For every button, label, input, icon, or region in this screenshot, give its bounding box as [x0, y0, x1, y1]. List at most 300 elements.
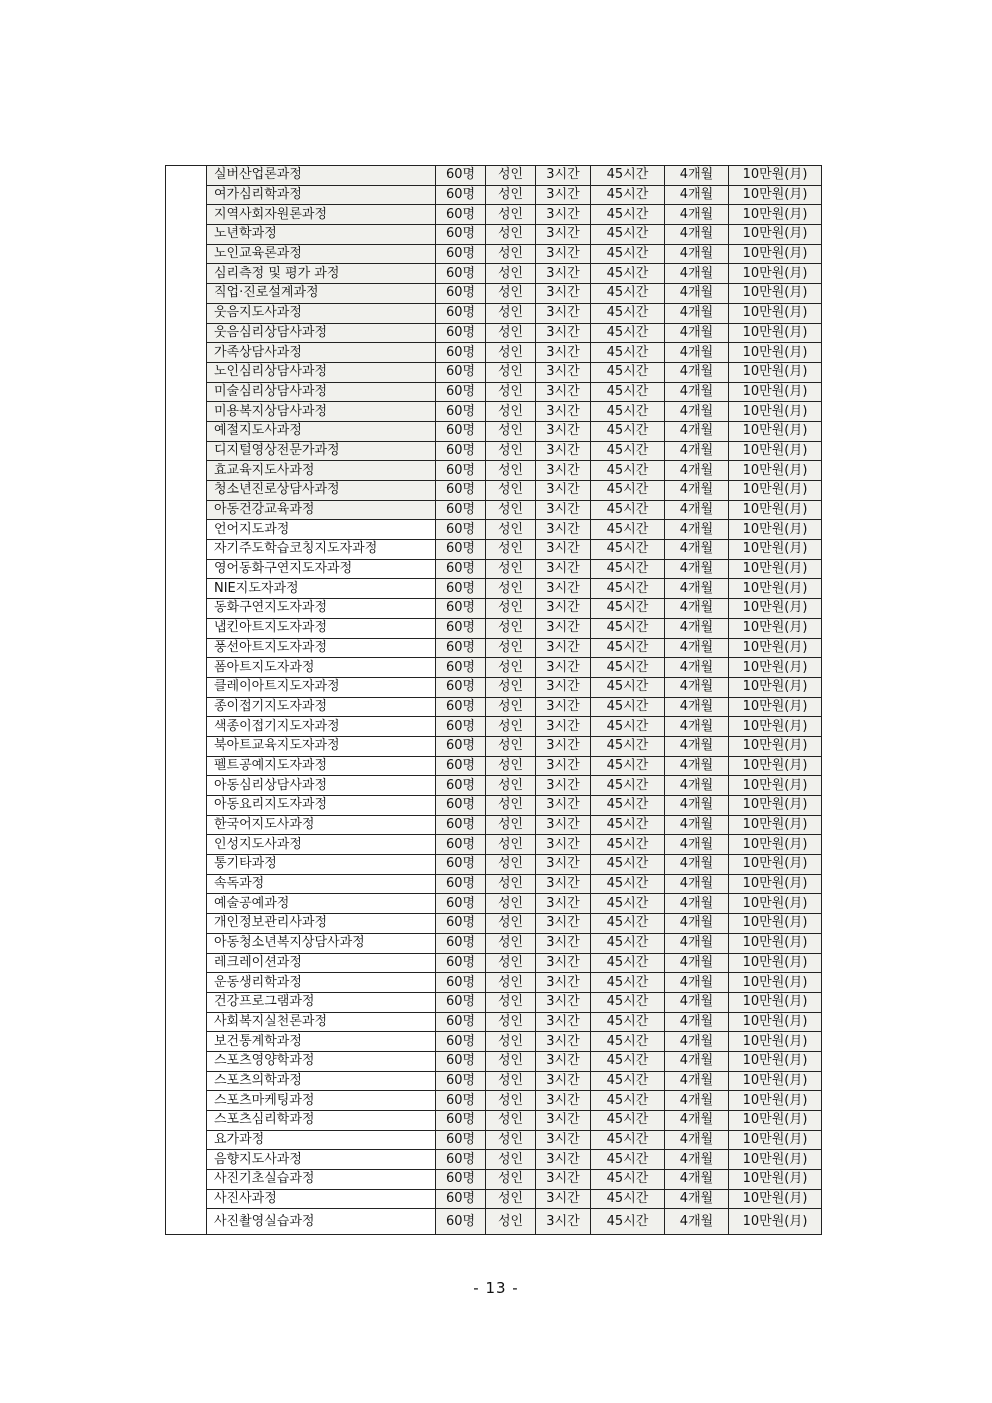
course-name: 디지털영상전문가과정	[207, 441, 436, 461]
table-row	[166, 638, 822, 658]
course-fee: 10만원(月)	[729, 736, 822, 756]
course-target: 성인	[486, 284, 536, 304]
course-duration: 4개월	[665, 933, 729, 953]
course-total-hours: 45시간	[591, 284, 665, 304]
table-row	[166, 244, 822, 264]
course-total-hours: 45시간	[591, 343, 665, 363]
table-row	[166, 461, 822, 481]
table-row	[166, 579, 822, 599]
course-total-hours: 45시간	[591, 402, 665, 422]
course-target: 성인	[486, 855, 536, 875]
course-total-hours: 45시간	[591, 756, 665, 776]
course-target: 성인	[486, 1130, 536, 1150]
course-capacity: 60명	[436, 874, 486, 894]
course-fee: 10만원(月)	[729, 500, 822, 520]
course-capacity: 60명	[436, 697, 486, 717]
course-fee: 10만원(月)	[729, 421, 822, 441]
table-row	[166, 540, 822, 560]
course-hours-per-day: 3시간	[536, 1071, 591, 1091]
course-total-hours: 45시간	[591, 323, 665, 343]
course-capacity: 60명	[436, 736, 486, 756]
course-hours-per-day: 3시간	[536, 579, 591, 599]
course-target: 성인	[486, 1150, 536, 1170]
course-total-hours: 45시간	[591, 953, 665, 973]
course-name: 실버산업론과정	[207, 166, 436, 186]
course-capacity: 60명	[436, 1189, 486, 1209]
course-duration: 4개월	[665, 874, 729, 894]
course-fee: 10만원(月)	[729, 717, 822, 737]
course-capacity: 60명	[436, 599, 486, 619]
course-total-hours: 45시간	[591, 421, 665, 441]
course-capacity: 60명	[436, 855, 486, 875]
course-total-hours: 45시간	[591, 382, 665, 402]
course-capacity: 60명	[436, 461, 486, 481]
course-hours-per-day: 3시간	[536, 244, 591, 264]
course-duration: 4개월	[665, 540, 729, 560]
course-name: 폼아트지도자과정	[207, 658, 436, 678]
course-duration: 4개월	[665, 1189, 729, 1209]
course-hours-per-day: 3시간	[536, 855, 591, 875]
table-row	[166, 914, 822, 934]
course-name: 노년학과정	[207, 225, 436, 245]
course-target: 성인	[486, 264, 536, 284]
course-capacity: 60명	[436, 284, 486, 304]
course-capacity: 60명	[436, 658, 486, 678]
course-name: 아동심리상담사과정	[207, 776, 436, 796]
table-row	[166, 264, 822, 284]
course-target: 성인	[486, 520, 536, 540]
course-duration: 4개월	[665, 953, 729, 973]
course-capacity: 60명	[436, 973, 486, 993]
course-hours-per-day: 3시간	[536, 520, 591, 540]
course-name: 개인정보관리사과정	[207, 914, 436, 934]
category-cell	[166, 166, 207, 1235]
course-total-hours: 45시간	[591, 599, 665, 619]
course-target: 성인	[486, 1071, 536, 1091]
course-hours-per-day: 3시간	[536, 303, 591, 323]
course-table-body	[166, 166, 822, 1235]
course-fee: 10만원(月)	[729, 244, 822, 264]
course-duration: 4개월	[665, 1032, 729, 1052]
course-target: 성인	[486, 579, 536, 599]
course-duration: 4개월	[665, 717, 729, 737]
course-name: NIE지도자과정	[207, 579, 436, 599]
course-duration: 4개월	[665, 225, 729, 245]
course-capacity: 60명	[436, 1111, 486, 1131]
course-fee: 10만원(月)	[729, 914, 822, 934]
table-row	[166, 1111, 822, 1131]
course-name: 노인교육론과정	[207, 244, 436, 264]
course-capacity: 60명	[436, 776, 486, 796]
course-capacity: 60명	[436, 540, 486, 560]
course-capacity: 60명	[436, 421, 486, 441]
course-target: 성인	[486, 559, 536, 579]
course-hours-per-day: 3시간	[536, 264, 591, 284]
course-capacity: 60명	[436, 1130, 486, 1150]
course-table	[165, 165, 822, 1235]
course-total-hours: 45시간	[591, 1170, 665, 1190]
course-fee: 10만원(月)	[729, 835, 822, 855]
course-duration: 4개월	[665, 796, 729, 816]
course-duration: 4개월	[665, 638, 729, 658]
page-number: - 13 -	[473, 1279, 519, 1297]
course-hours-per-day: 3시간	[536, 1012, 591, 1032]
table-row	[166, 205, 822, 225]
course-hours-per-day: 3시간	[536, 1209, 591, 1235]
table-row	[166, 933, 822, 953]
course-total-hours: 45시간	[591, 264, 665, 284]
course-capacity: 60명	[436, 402, 486, 422]
course-target: 성인	[486, 835, 536, 855]
course-capacity: 60명	[436, 1071, 486, 1091]
course-name: 운동생리학과정	[207, 973, 436, 993]
course-target: 성인	[486, 441, 536, 461]
course-total-hours: 45시간	[591, 618, 665, 638]
table-row	[166, 1012, 822, 1032]
course-duration: 4개월	[665, 815, 729, 835]
course-name: 클레이아트지도자과정	[207, 677, 436, 697]
course-capacity: 60명	[436, 992, 486, 1012]
course-hours-per-day: 3시간	[536, 481, 591, 501]
course-total-hours: 45시간	[591, 677, 665, 697]
table-row	[166, 815, 822, 835]
course-hours-per-day: 3시간	[536, 933, 591, 953]
course-target: 성인	[486, 1111, 536, 1131]
course-duration: 4개월	[665, 618, 729, 638]
course-hours-per-day: 3시간	[536, 776, 591, 796]
course-name: 레크레이션과정	[207, 953, 436, 973]
course-duration: 4개월	[665, 500, 729, 520]
course-total-hours: 45시간	[591, 1091, 665, 1111]
course-name: 스포츠심리학과정	[207, 1111, 436, 1131]
course-duration: 4개월	[665, 244, 729, 264]
table-row	[166, 303, 822, 323]
course-total-hours: 45시간	[591, 736, 665, 756]
course-total-hours: 45시간	[591, 658, 665, 678]
course-total-hours: 45시간	[591, 362, 665, 382]
course-hours-per-day: 3시간	[536, 461, 591, 481]
course-hours-per-day: 3시간	[536, 599, 591, 619]
table-row	[166, 855, 822, 875]
course-fee: 10만원(月)	[729, 402, 822, 422]
table-row	[166, 500, 822, 520]
course-target: 성인	[486, 205, 536, 225]
course-fee: 10만원(月)	[729, 284, 822, 304]
course-total-hours: 45시간	[591, 303, 665, 323]
course-name: 미술심리상담사과정	[207, 382, 436, 402]
course-hours-per-day: 3시간	[536, 382, 591, 402]
course-name: 동화구연지도자과정	[207, 599, 436, 619]
course-name: 인성지도사과정	[207, 835, 436, 855]
course-total-hours: 45시간	[591, 185, 665, 205]
course-hours-per-day: 3시간	[536, 284, 591, 304]
table-row	[166, 323, 822, 343]
course-capacity: 60명	[436, 1209, 486, 1235]
course-total-hours: 45시간	[591, 441, 665, 461]
table-row	[166, 441, 822, 461]
course-total-hours: 45시간	[591, 166, 665, 186]
course-name: 냅킨아트지도자과정	[207, 618, 436, 638]
course-capacity: 60명	[436, 618, 486, 638]
course-fee: 10만원(月)	[729, 776, 822, 796]
course-duration: 4개월	[665, 677, 729, 697]
course-duration: 4개월	[665, 1150, 729, 1170]
course-total-hours: 45시간	[591, 559, 665, 579]
table-row	[166, 992, 822, 1012]
course-name: 속독과정	[207, 874, 436, 894]
course-target: 성인	[486, 421, 536, 441]
course-capacity: 60명	[436, 1012, 486, 1032]
table-row	[166, 1051, 822, 1071]
course-capacity: 60명	[436, 244, 486, 264]
course-target: 성인	[486, 618, 536, 638]
course-hours-per-day: 3시간	[536, 736, 591, 756]
course-hours-per-day: 3시간	[536, 658, 591, 678]
course-fee: 10만원(月)	[729, 638, 822, 658]
table-row	[166, 481, 822, 501]
course-fee: 10만원(月)	[729, 618, 822, 638]
course-target: 성인	[486, 894, 536, 914]
course-target: 성인	[486, 540, 536, 560]
course-fee: 10만원(月)	[729, 1032, 822, 1052]
course-name: 자기주도학습코칭지도자과정	[207, 540, 436, 560]
course-capacity: 60명	[436, 264, 486, 284]
course-duration: 4개월	[665, 658, 729, 678]
course-capacity: 60명	[436, 481, 486, 501]
course-total-hours: 45시간	[591, 835, 665, 855]
course-fee: 10만원(月)	[729, 185, 822, 205]
course-hours-per-day: 3시간	[536, 1051, 591, 1071]
course-total-hours: 45시간	[591, 225, 665, 245]
course-name: 심리측정 및 평가 과정	[207, 264, 436, 284]
course-target: 성인	[486, 382, 536, 402]
course-capacity: 60명	[436, 166, 486, 186]
table-row	[166, 658, 822, 678]
course-target: 성인	[486, 1189, 536, 1209]
table-row	[166, 362, 822, 382]
course-name: 웃음심리상담사과정	[207, 323, 436, 343]
table-row	[166, 1189, 822, 1209]
course-capacity: 60명	[436, 185, 486, 205]
course-total-hours: 45시간	[591, 1012, 665, 1032]
course-fee: 10만원(月)	[729, 520, 822, 540]
course-duration: 4개월	[665, 1071, 729, 1091]
course-capacity: 60명	[436, 500, 486, 520]
course-target: 성인	[486, 185, 536, 205]
course-duration: 4개월	[665, 894, 729, 914]
course-name: 한국어지도사과정	[207, 815, 436, 835]
course-hours-per-day: 3시간	[536, 756, 591, 776]
course-duration: 4개월	[665, 559, 729, 579]
course-target: 성인	[486, 1170, 536, 1190]
course-target: 성인	[486, 244, 536, 264]
course-capacity: 60명	[436, 1150, 486, 1170]
course-hours-per-day: 3시간	[536, 185, 591, 205]
course-duration: 4개월	[665, 1012, 729, 1032]
table-row	[166, 677, 822, 697]
course-duration: 4개월	[665, 421, 729, 441]
course-duration: 4개월	[665, 166, 729, 186]
course-fee: 10만원(月)	[729, 1091, 822, 1111]
course-total-hours: 45시간	[591, 1051, 665, 1071]
course-duration: 4개월	[665, 402, 729, 422]
course-duration: 4개월	[665, 1091, 729, 1111]
table-row	[166, 796, 822, 816]
course-hours-per-day: 3시간	[536, 166, 591, 186]
course-total-hours: 45시간	[591, 1032, 665, 1052]
course-duration: 4개월	[665, 992, 729, 1012]
table-row	[166, 421, 822, 441]
course-hours-per-day: 3시간	[536, 894, 591, 914]
course-hours-per-day: 3시간	[536, 1189, 591, 1209]
course-fee: 10만원(月)	[729, 756, 822, 776]
course-target: 성인	[486, 225, 536, 245]
course-fee: 10만원(月)	[729, 579, 822, 599]
course-hours-per-day: 3시간	[536, 717, 591, 737]
table-row	[166, 736, 822, 756]
course-duration: 4개월	[665, 185, 729, 205]
course-fee: 10만원(月)	[729, 953, 822, 973]
course-total-hours: 45시간	[591, 205, 665, 225]
course-capacity: 60명	[436, 1032, 486, 1052]
course-hours-per-day: 3시간	[536, 1111, 591, 1131]
course-duration: 4개월	[665, 973, 729, 993]
table-row	[166, 835, 822, 855]
course-capacity: 60명	[436, 953, 486, 973]
course-capacity: 60명	[436, 717, 486, 737]
course-name: 종이접기지도자과정	[207, 697, 436, 717]
course-name: 사회복지실천론과정	[207, 1012, 436, 1032]
course-capacity: 60명	[436, 894, 486, 914]
course-name: 풍선아트지도자과정	[207, 638, 436, 658]
course-fee: 10만원(月)	[729, 461, 822, 481]
course-duration: 4개월	[665, 1209, 729, 1235]
course-capacity: 60명	[436, 205, 486, 225]
course-name: 예절지도사과정	[207, 421, 436, 441]
course-fee: 10만원(月)	[729, 1209, 822, 1235]
course-fee: 10만원(月)	[729, 441, 822, 461]
course-total-hours: 45시간	[591, 461, 665, 481]
course-duration: 4개월	[665, 736, 729, 756]
course-total-hours: 45시간	[591, 717, 665, 737]
course-target: 성인	[486, 481, 536, 501]
course-hours-per-day: 3시간	[536, 953, 591, 973]
course-target: 성인	[486, 776, 536, 796]
table-row	[166, 343, 822, 363]
course-total-hours: 45시간	[591, 933, 665, 953]
course-name: 청소년진로상담사과정	[207, 481, 436, 501]
course-hours-per-day: 3시간	[536, 914, 591, 934]
course-hours-per-day: 3시간	[536, 677, 591, 697]
course-name: 노인심리상담사과정	[207, 362, 436, 382]
course-capacity: 60명	[436, 520, 486, 540]
course-fee: 10만원(月)	[729, 382, 822, 402]
course-capacity: 60명	[436, 1091, 486, 1111]
course-name: 사진기초실습과정	[207, 1170, 436, 1190]
course-hours-per-day: 3시간	[536, 874, 591, 894]
course-fee: 10만원(月)	[729, 933, 822, 953]
course-capacity: 60명	[436, 835, 486, 855]
course-target: 성인	[486, 1209, 536, 1235]
course-target: 성인	[486, 166, 536, 186]
course-total-hours: 45시간	[591, 540, 665, 560]
course-total-hours: 45시간	[591, 500, 665, 520]
course-name: 효교육지도사과정	[207, 461, 436, 481]
course-duration: 4개월	[665, 362, 729, 382]
course-fee: 10만원(月)	[729, 992, 822, 1012]
course-total-hours: 45시간	[591, 244, 665, 264]
course-capacity: 60명	[436, 933, 486, 953]
course-total-hours: 45시간	[591, 973, 665, 993]
table-row	[166, 1071, 822, 1091]
course-fee: 10만원(月)	[729, 973, 822, 993]
course-capacity: 60명	[436, 579, 486, 599]
course-target: 성인	[486, 638, 536, 658]
course-capacity: 60명	[436, 441, 486, 461]
course-name: 직업·진로설계과정	[207, 284, 436, 304]
course-total-hours: 45시간	[591, 796, 665, 816]
table-row	[166, 284, 822, 304]
table-row	[166, 1091, 822, 1111]
course-fee: 10만원(月)	[729, 323, 822, 343]
course-target: 성인	[486, 677, 536, 697]
course-total-hours: 45시간	[591, 776, 665, 796]
course-total-hours: 45시간	[591, 638, 665, 658]
course-target: 성인	[486, 717, 536, 737]
course-total-hours: 45시간	[591, 1071, 665, 1091]
course-capacity: 60명	[436, 323, 486, 343]
course-target: 성인	[486, 500, 536, 520]
table-row	[166, 953, 822, 973]
course-name: 건강프로그램과정	[207, 992, 436, 1012]
table-row	[166, 382, 822, 402]
course-duration: 4개월	[665, 914, 729, 934]
course-target: 성인	[486, 323, 536, 343]
course-name: 북아트교육지도자과정	[207, 736, 436, 756]
course-target: 성인	[486, 953, 536, 973]
course-hours-per-day: 3시간	[536, 362, 591, 382]
table-row	[166, 697, 822, 717]
course-duration: 4개월	[665, 441, 729, 461]
course-name: 아동건강교육과정	[207, 500, 436, 520]
course-name: 예술공예과정	[207, 894, 436, 914]
course-fee: 10만원(月)	[729, 481, 822, 501]
course-capacity: 60명	[436, 343, 486, 363]
table-row	[166, 874, 822, 894]
course-fee: 10만원(月)	[729, 1051, 822, 1071]
course-fee: 10만원(月)	[729, 1170, 822, 1190]
course-duration: 4개월	[665, 323, 729, 343]
course-capacity: 60명	[436, 638, 486, 658]
course-hours-per-day: 3시간	[536, 225, 591, 245]
course-hours-per-day: 3시간	[536, 421, 591, 441]
course-target: 성인	[486, 874, 536, 894]
course-hours-per-day: 3시간	[536, 697, 591, 717]
table-row	[166, 185, 822, 205]
course-fee: 10만원(月)	[729, 677, 822, 697]
course-fee: 10만원(月)	[729, 1012, 822, 1032]
course-duration: 4개월	[665, 343, 729, 363]
course-name: 미용복지상담사과정	[207, 402, 436, 422]
course-target: 성인	[486, 933, 536, 953]
course-target: 성인	[486, 658, 536, 678]
course-target: 성인	[486, 796, 536, 816]
course-target: 성인	[486, 815, 536, 835]
table-row	[166, 599, 822, 619]
course-hours-per-day: 3시간	[536, 815, 591, 835]
course-name: 영어동화구연지도자과정	[207, 559, 436, 579]
course-total-hours: 45시간	[591, 1150, 665, 1170]
